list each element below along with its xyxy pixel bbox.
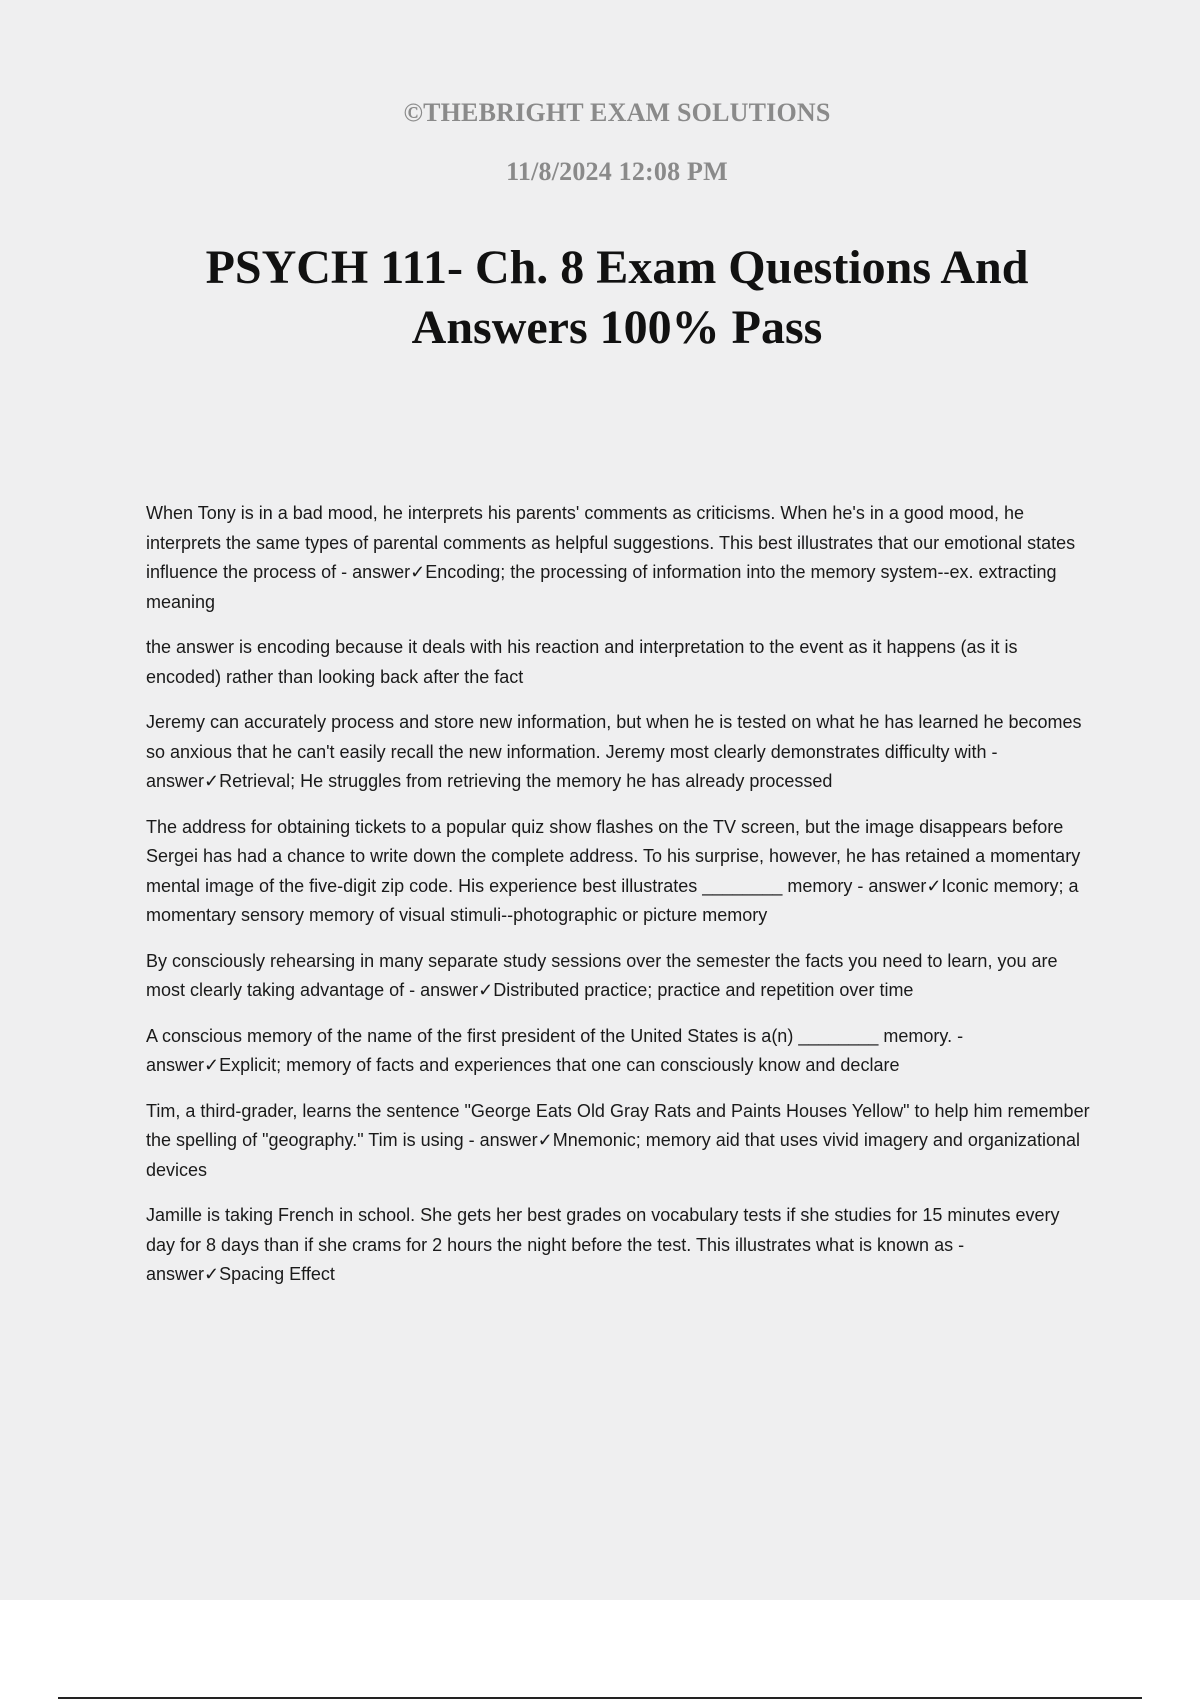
brand-watermark: ©THEBRIGHT EXAM SOLUTIONS <box>403 98 831 127</box>
qa-item: Jeremy can accurately process and store new information, but when he is tested on what he has learned he becomes so anxious that he can't easily recall the new information. Jeremy most clearly demonstrates difficulty with - answer✓Retrieval; He struggles from retrieving the memory he has already processed <box>146 712 1082 791</box>
qa-item: When Tony is in a bad mood, he interprets his parents' comments as criticisms. When he's in a good mood, he interprets the same types of parental comments as helpful suggestions. This best illustrates that our emotional states influence the process of - answer✓Encoding; the processing of information into the memory system--ex. extracting meaning <box>146 503 1076 612</box>
document-title: PSYCH 111- Ch. 8 Exam Questions And Answers 100% Pass <box>205 241 1029 354</box>
qa-item: Jamille is taking French in school. She gets her best grades on vocabulary tests if she studies for 15 minutes every day for 8 days than if she crams for 2 hours the night before the test. This illustrates what is known as - answer✓Spacing Effect <box>146 1205 1060 1284</box>
qa-item: Tim, a third-grader, learns the sentence "George Eats Old Gray Rats and Paints Houses Yellow" to help him remember the spelling of "geography." Tim is using - answer✓Mnemonic; memory aid that uses vivid imagery and organizational devices <box>146 1100 1090 1180</box>
timestamp-watermark: 11/8/2024 12:08 PM <box>506 157 728 186</box>
qa-item: the answer is encoding because it deals with his reaction and interpretation to the event as it happens (as it is encoded) rather than looking back after the fact <box>146 637 1018 687</box>
qa-item: A conscious memory of the name of the first president of the United States is a(n) ________ memory. - answer✓Explicit; memory of facts and experiences that one can consciously know and declare <box>146 1025 964 1075</box>
page-divider <box>58 1697 1142 1699</box>
qa-item: The address for obtaining tickets to a popular quiz show flashes on the TV screen, but the image disappears before Sergei has had a chance to write down the complete address. To his surprise, however, he has retained a momentary mental image of the five-digit zip code. His experience best illustrates ________ memory - answer✓Iconic memory; a momentary sensory memory of visual stimuli--photographic or picture memory <box>146 816 1081 925</box>
qa-item: By consciously rehearsing in many separate study sessions over the semester the facts you need to learn, you are most clearly taking advantage of - answer✓Distributed practice; practice and repetition over time <box>146 950 1058 1000</box>
qa-list <box>146 499 1090 1306</box>
